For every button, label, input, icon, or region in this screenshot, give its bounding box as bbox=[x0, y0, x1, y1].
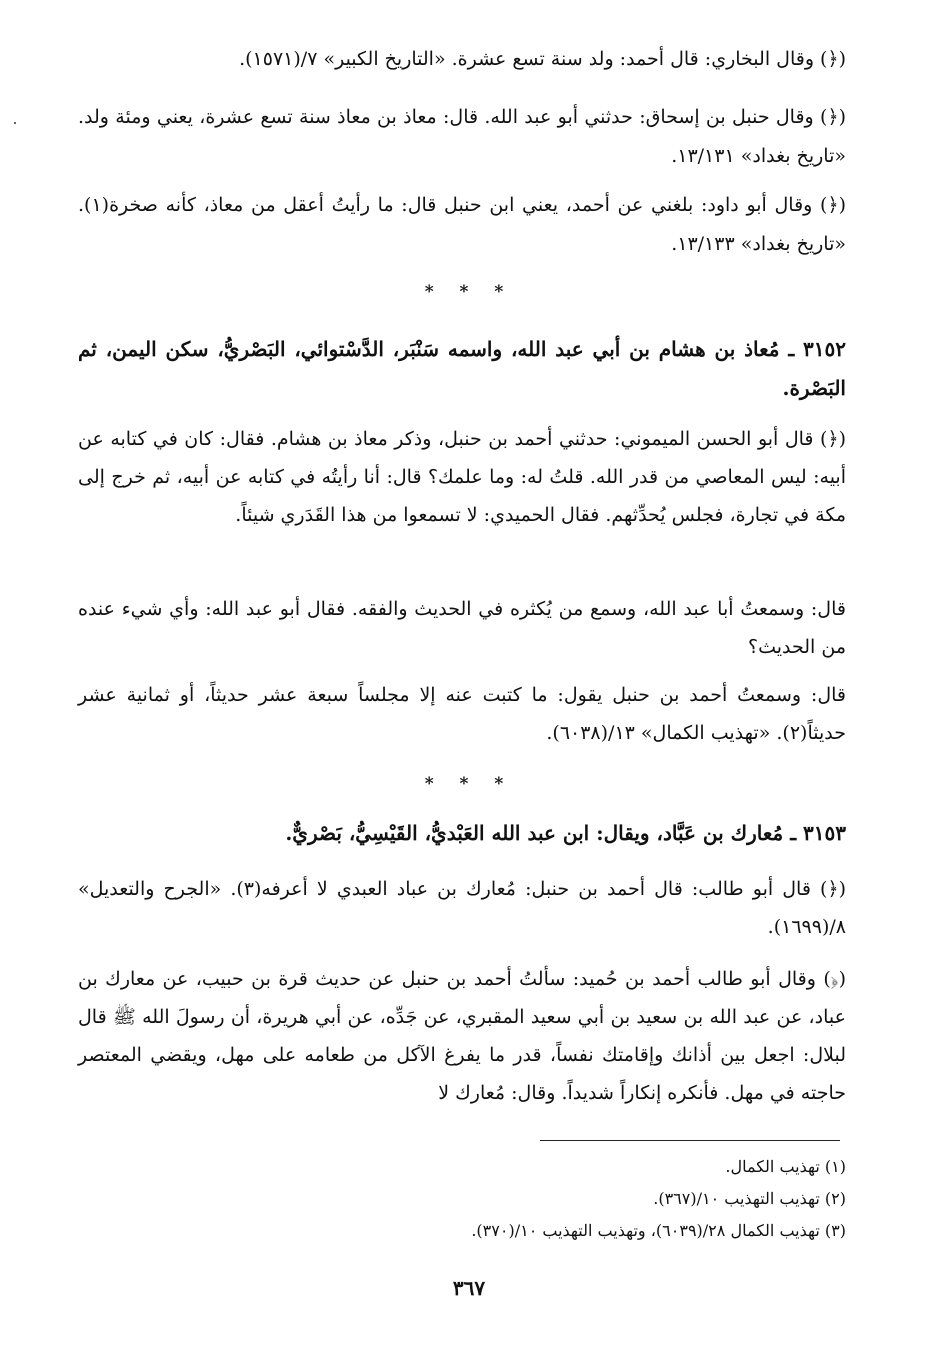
paragraph-abu-dawud: (﴿) وقال أبو داود: بلغني عن أحمد، يعني ابن حنبل قال: ما رأيتُ أعقل من معاذ، كأنه صخرة(١). «تاريخ بغداد» ١٣/١٣٣. bbox=[78, 194, 846, 255]
entry-3153-paragraph-1: (﴿) قال أبو طالب: قال أحمد بن حنبل: مُعارك بن عباد العبدي لا أعرفه(٣). «الجرح والتعديل» ٨/(١٦٩٩). bbox=[78, 878, 846, 938]
footnote-1: (١) تهذيب الكمال. bbox=[725, 1157, 846, 1176]
paragraph-bukhari: (﴿) وقال البخاري: قال أحمد: ولد سنة تسع عشرة. «التاريخ الكبير» ٧/(١٥٧١). bbox=[239, 48, 846, 70]
entry-3152-paragraph-2: قال: وسمعتُ أبا عبد الله، وسمع من يُكثره في الحديث والفقه. فقال أبو عبد الله: وأي شيء عنده من الحديث؟ bbox=[78, 598, 846, 658]
footnote-rule bbox=[540, 1140, 840, 1141]
section-separator: * * * bbox=[424, 774, 514, 794]
footnote-2: (٢) تهذيب التهذيب ١٠/(٣٦٧). bbox=[653, 1189, 846, 1208]
scan-speck bbox=[14, 122, 16, 124]
paragraph-hanbal: (﴿) وقال حنبل بن إسحاق: حدثني أبو عبد الله. قال: معاذ بن معاذ سنة تسع عشرة، يعني ومئة ولد. «تاريخ بغداد» ١٣/١٣١. bbox=[78, 106, 846, 167]
entry-heading-3153: ٣١٥٣ ـ مُعارك بن عَبَّاد، ويقال: ابن عبد الله العَبْديُّ، القَيْسِيُّ، بَصْريٌّ. bbox=[285, 821, 846, 845]
footnote-3: (٣) تهذيب الكمال ٢٨/(٦٠٣٩)، وتهذيب التهذيب ١٠/(٣٧٠). bbox=[471, 1221, 846, 1240]
section-separator: * * * bbox=[424, 282, 514, 302]
page-number: ٣٦٧ bbox=[452, 1276, 486, 1300]
entry-3152-paragraph-1: (﴿) قال أبو الحسن الميموني: حدثني أحمد بن حنبل، وذكر معاذ بن هشام. فقال: كان في كتابه عن أبيه: ليس المعاصي من قدر الله. قلتُ له: وما علمك؟ قال: أنا رأيتُه في كتابه عن أبيه، ثم خرج إلى مكة في تجارة، فجلس يُحدِّثهم. فقال الحميدي: لا تسمعوا من هذا القَدَري شيئاً. bbox=[78, 428, 846, 526]
entry-3152-paragraph-3: قال: وسمعتُ أحمد بن حنبل يقول: ما كتبت عنه إلا مجلساً سبعة عشر حديثاً، أو ثمانية عشر حديثاً(٢). «تهذيب الكمال» ١٣/(٦٠٣٨). bbox=[78, 684, 846, 744]
entry-heading-3152: ٣١٥٢ ـ مُعاذ بن هشام بن أبي عبد الله، واسمه سَنْبَر، الدَّسْتوائي، البَصْريُّ، سكن اليمن، ثم البَصْرة. bbox=[78, 337, 846, 400]
entry-3153-paragraph-2: (﴿) وقال أبو طالب أحمد بن حُميد: سألتُ أحمد بن حنبل عن حديث قرة بن حبيب، عن معارك بن عباد، عن عبد الله بن سعيد بن أبي سعيد المقبري، عن جَدِّه، عن أبي هريرة، أن رسولَ الله ﷺ قال لبلال: اجعل بين أذانك وإقامتك نفساً، قدر ما يفرغ الآكل من طعامه على مهل، ويقضي المعتصر حاجته في مهل. فأنكره إنكاراً شديداً. وقال: مُعارك لا bbox=[78, 968, 846, 1104]
